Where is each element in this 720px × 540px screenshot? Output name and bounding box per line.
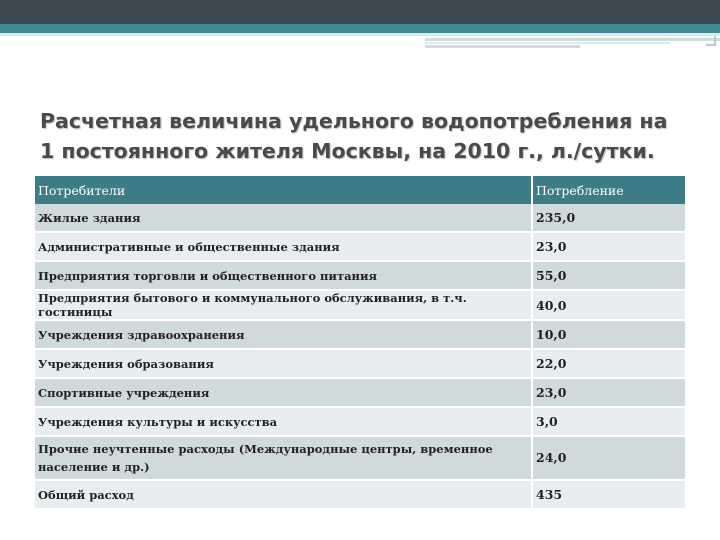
title-line-1: Расчетная величина удельного водопотребления на [40, 109, 668, 133]
header-consumption: Потребление [532, 176, 685, 204]
value-cell: 23,0 [532, 378, 685, 407]
table-row [35, 290, 685, 320]
table-row [35, 349, 685, 378]
table-row-total [35, 480, 685, 509]
table-row [35, 407, 685, 436]
decor-line [425, 42, 670, 44]
total-label-cell: Общий расход [35, 480, 532, 509]
consumer-cell: Учреждения здравоохранения [35, 320, 532, 349]
decor-line [425, 38, 720, 41]
consumer-cell: Административные и общественные здания [35, 232, 532, 261]
value-cell: 22,0 [532, 349, 685, 378]
decor-line [425, 45, 580, 48]
table-header-row [35, 176, 685, 204]
corner-tick-icon [706, 36, 716, 46]
table-row [35, 436, 685, 480]
value-cell: 23,0 [532, 232, 685, 261]
value-cell: 24,0 [532, 436, 685, 480]
slide-title [40, 106, 700, 166]
table-row [35, 261, 685, 290]
consumer-cell: Предприятия торговли и общественного питания [35, 261, 532, 290]
consumer-cell: Учреждения образования [35, 349, 532, 378]
consumer-cell: Предприятия бытового и коммунального обслуживания, в т.ч. гостиницы [35, 290, 532, 320]
value-cell: 235,0 [532, 204, 685, 232]
consumer-cell: Учреждения культуры и искусства [35, 407, 532, 436]
header-consumers: Потребители [35, 176, 532, 204]
accent-bar [0, 24, 720, 33]
accent-bar-light [0, 33, 720, 36]
value-cell: 3,0 [532, 407, 685, 436]
table-row [35, 320, 685, 349]
consumer-cell: Прочие неучтенные расходы (Международные центры, временное население и др.) [35, 436, 532, 480]
consumer-cell: Жилые здания [35, 204, 532, 232]
table-row [35, 232, 685, 261]
table-row [35, 204, 685, 232]
total-value-cell: 435 [532, 480, 685, 509]
consumption-table [35, 176, 685, 510]
value-cell: 10,0 [532, 320, 685, 349]
consumer-cell: Спортивные учреждения [35, 378, 532, 407]
value-cell: 55,0 [532, 261, 685, 290]
value-cell: 40,0 [532, 290, 685, 320]
title-line-2: 1 постоянного жителя Москвы, на 2010 г., л./сутки. [40, 139, 655, 163]
table-row [35, 378, 685, 407]
top-band [0, 0, 720, 24]
